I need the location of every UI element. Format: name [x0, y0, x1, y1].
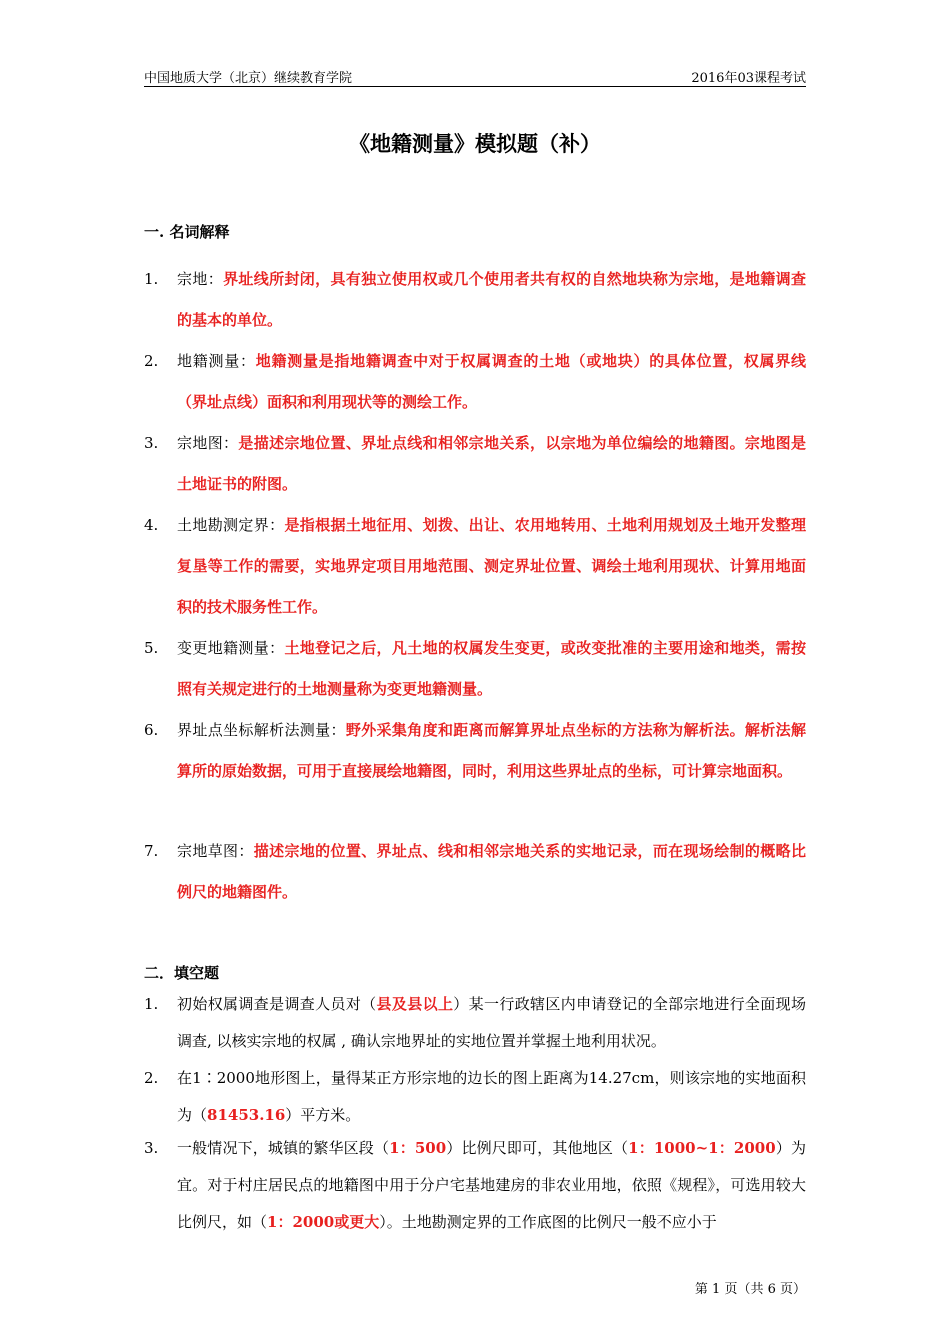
item-number: 1. [144, 995, 159, 1013]
question-text: ）某一行政辖区内申请登记的全部宗地进行全面现场调查, 以核实宗地的权属 , 确认宗地界址的实地位置并掌握土地利用状况。 [177, 995, 806, 1050]
item-number: 3. [144, 434, 159, 452]
term-item-7 [144, 831, 806, 913]
answer-blank: 1：1000~1：2000 [628, 1139, 776, 1157]
term-label: 界址点坐标解析法测量： [177, 721, 346, 739]
section1-title: 一. 名词解释 [144, 223, 230, 241]
header-institution: 中国地质大学（北京）继续教育学院 [144, 71, 353, 86]
answer-blank: 81453.16 [207, 1106, 286, 1124]
term-answer: 野外采集角度和距离而解算界址点坐标的方法称为解析法。解析法解算所的原始数据，可用于直接展绘地籍图，同时，利用这些界址点的坐标，可计算宗地面积。 [177, 721, 806, 780]
item-number: 4. [144, 516, 159, 534]
term-answer: 是描述宗地位置、界址点线和相邻宗地关系，以宗地为单位编绘的地籍图。宗地图是土地证书的附图。 [177, 434, 806, 493]
question-text: ）平方米。 [285, 1106, 361, 1124]
term-answer: 描述宗地的位置、界址点、线和相邻宗地关系的实地记录，而在现场绘制的概略比例尺的地籍图件。 [177, 842, 806, 901]
document-title: 《地籍测量》模拟题（补） [349, 131, 601, 156]
item-number: 2. [144, 1069, 159, 1087]
page-footer: 第 1 页（共 6 页） [694, 1282, 806, 1297]
answer-blank: 县及县以上 [376, 995, 454, 1013]
question-text: 在1∶2000地形图上，量得某正方形宗地的边长的图上距离为14.27cm，则该宗地的实地面积为（ [177, 1069, 806, 1124]
term-item-2 [144, 341, 806, 423]
question-text: 一般情况下，城镇的繁华区段（ [177, 1139, 390, 1157]
item-number: 6. [144, 721, 159, 739]
term-item-4 [144, 505, 806, 628]
item-number: 1. [144, 270, 159, 288]
item-number: 7. [144, 842, 159, 860]
item-number: 5. [144, 639, 159, 657]
question-text: ）为宜。对于村庄居民点的地籍图中用于分户宅基地建房的非农业用地，依照《规程》，可选用较大比例尺，如（ [177, 1139, 806, 1231]
answer-blank: 1：500 [389, 1139, 447, 1157]
section2-title: 二．填空题 [144, 964, 220, 982]
item-number: 3. [144, 1139, 159, 1157]
question-text: 初始权属调查是调查人员对（ [177, 995, 377, 1013]
term-label: 宗地： [177, 270, 224, 288]
term-label: 宗地草图： [177, 842, 254, 860]
question-text: ）。土地勘测定界的工作底图的比例尺一般不应小于 [379, 1213, 717, 1231]
term-answer: 是指根据土地征用、划拨、出让、农用地转用、土地利用规划及土地开发整理复垦等工作的需要，实地界定项目用地范围、测定界址位置、调绘土地利用现状、计算用地面积的技术服务性工作。 [177, 516, 806, 616]
term-item-1 [144, 259, 806, 341]
question-text: ）比例尺即可，其他地区（ [446, 1139, 629, 1157]
term-answer: 地籍测量是指地籍调查中对于权属调查的土地（或地块）的具体位置，权属界线（界址点线）面积和利用现状等的测绘工作。 [177, 352, 806, 411]
page-header [144, 64, 806, 87]
term-item-6 [144, 710, 806, 792]
term-item-5 [144, 628, 806, 710]
term-item-3 [144, 423, 806, 505]
term-label: 地籍测量： [177, 352, 256, 370]
fill-question-1 [144, 986, 806, 1060]
term-answer: 土地登记之后，凡土地的权属发生变更，或改变批准的主要用途和地类，需按照有关规定进行的土地测量称为变更地籍测量。 [177, 639, 806, 698]
term-label: 变更地籍测量： [177, 639, 285, 657]
answer-blank: 1：2000或更大 [267, 1213, 380, 1231]
term-answer: 界址线所封闭，具有独立使用权或几个使用者共有权的自然地块称为宗地，是地籍调查的基本的单位。 [177, 270, 806, 329]
item-number: 2. [144, 352, 159, 370]
header-exam-date: 2016年03课程考试 [691, 71, 806, 86]
term-label: 土地勘测定界： [177, 516, 285, 534]
fill-question-3 [144, 1130, 806, 1241]
fill-question-2 [144, 1060, 806, 1134]
term-label: 宗地图： [177, 434, 239, 452]
